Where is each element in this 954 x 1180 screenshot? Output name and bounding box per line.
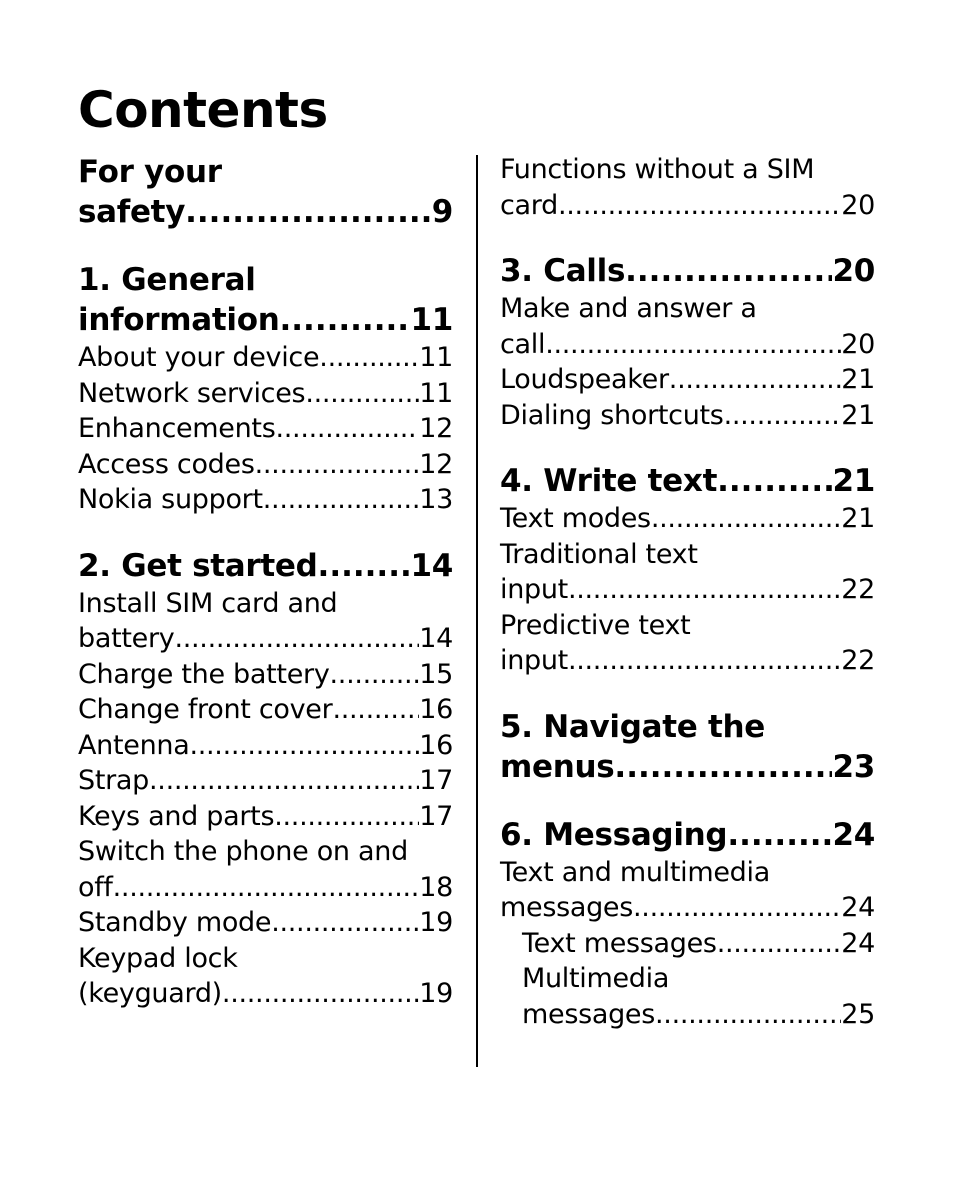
column-divider <box>476 155 478 1067</box>
toc-section-calls <box>500 251 875 433</box>
toc-page-number: 13 <box>419 484 453 515</box>
leader-dots <box>275 411 419 447</box>
toc-subitem-multimedia-messages[interactable] <box>500 961 875 1032</box>
toc-left-column <box>78 152 453 1040</box>
leader-dots <box>149 763 419 799</box>
leader-dots <box>724 398 842 434</box>
toc-entry-label: (keyguard) <box>78 978 222 1009</box>
toc-chapter-get-started[interactable] <box>78 546 453 586</box>
toc-page-number: 17 <box>419 765 453 796</box>
toc-entry-line1: Predictive text <box>500 609 691 641</box>
toc-item-keypad-lock[interactable] <box>78 941 453 1012</box>
toc-page-number: 21 <box>841 503 875 534</box>
leader-dots <box>717 926 842 962</box>
toc-item-keys-and-parts[interactable] <box>78 799 453 835</box>
toc-page-number: 16 <box>419 729 453 761</box>
toc-entry-label: battery <box>78 623 175 654</box>
toc-page-number: 19 <box>419 978 453 1009</box>
toc-item-enhancements[interactable] <box>78 411 453 447</box>
toc-item-functions-without-sim[interactable] <box>500 152 875 223</box>
toc-page-number: 21 <box>832 463 875 499</box>
toc-page-number: 24 <box>832 816 875 853</box>
toc-entry-line1: Make and answer a <box>500 293 757 324</box>
toc-section-messaging <box>500 815 875 1033</box>
leader-dots <box>625 251 832 291</box>
toc-entry-label: Text messages <box>522 927 717 959</box>
toc-page-number: 17 <box>419 800 453 832</box>
toc-item-text-modes[interactable] <box>500 501 875 537</box>
toc-entry-line1: Multimedia <box>522 963 670 994</box>
leader-dots <box>568 572 841 608</box>
toc-item-nokia-support[interactable] <box>78 482 453 518</box>
toc-item-text-multimedia-messages[interactable] <box>500 855 875 926</box>
toc-page-number: 23 <box>832 748 875 785</box>
leader-dots <box>274 799 419 835</box>
toc-subitem-text-messages[interactable] <box>500 926 875 962</box>
toc-entry-line1: Keypad lock <box>78 942 238 974</box>
toc-page-number: 22 <box>841 645 875 676</box>
toc-chapter-general-information[interactable] <box>78 260 453 340</box>
toc-page-number: 25 <box>841 998 875 1030</box>
toc-chapter-write-text[interactable] <box>500 461 875 501</box>
toc-entry-label: menus <box>500 748 615 785</box>
toc-page-number: 11 <box>419 377 453 409</box>
toc-item-dialing-shortcuts[interactable] <box>500 398 875 434</box>
leader-dots <box>651 501 841 537</box>
leader-dots <box>222 976 419 1012</box>
toc-entry-label: information <box>78 302 280 338</box>
toc-entry-line1: Switch the phone on and <box>78 836 408 867</box>
toc-section-get-started-cont <box>500 152 875 223</box>
toc-item-about-your-device[interactable] <box>78 340 453 376</box>
toc-entry-label: Text modes <box>500 503 651 534</box>
toc-entry-line1: 1. General <box>78 262 256 298</box>
toc-page-number: 16 <box>419 694 453 725</box>
leader-dots <box>305 376 419 412</box>
leader-dots <box>633 890 841 926</box>
toc-entry-label: 3. Calls <box>500 253 626 289</box>
leader-dots <box>271 905 419 941</box>
toc-entry-label: Change front cover <box>78 694 333 725</box>
toc-chapter-navigate-menus[interactable] <box>500 707 875 787</box>
toc-entry-line1: Text and multimedia <box>500 856 770 888</box>
toc-page-number: 12 <box>419 448 453 480</box>
toc-entry-label: 4. Write text <box>500 463 718 499</box>
toc-entry-label: card <box>500 189 558 221</box>
toc-item-traditional-text-input[interactable] <box>500 537 875 608</box>
toc-entry-label: input <box>500 574 568 605</box>
leader-dots <box>727 815 832 855</box>
toc-entry-line1: Traditional text <box>500 538 698 570</box>
toc-page-number: 11 <box>410 302 453 338</box>
toc-item-access-codes[interactable] <box>78 447 453 483</box>
toc-chapter-safety[interactable] <box>78 152 453 232</box>
leader-dots <box>319 340 419 376</box>
toc-entry-label: safety <box>78 194 186 230</box>
toc-page-number: 11 <box>419 342 453 373</box>
toc-entry-label: messages <box>522 998 656 1030</box>
toc-item-standby-mode[interactable] <box>78 905 453 941</box>
toc-page-number: 19 <box>419 907 453 938</box>
leader-dots <box>558 188 841 224</box>
leader-dots <box>568 643 841 679</box>
toc-item-loudspeaker[interactable] <box>500 362 875 398</box>
toc-item-make-answer-call[interactable] <box>500 291 875 362</box>
toc-section-write-text <box>500 461 875 679</box>
toc-entry-label: Nokia support <box>78 484 263 515</box>
toc-entry-label: messages <box>500 892 634 923</box>
leader-dots <box>113 870 420 906</box>
toc-entry-label: Network services <box>78 377 306 409</box>
toc-entry-line1: Functions without a SIM <box>500 154 815 185</box>
toc-chapter-calls[interactable] <box>500 251 875 291</box>
toc-right-column <box>500 152 875 1060</box>
toc-section-get-started <box>78 546 453 1012</box>
toc-entry-label: Strap <box>78 765 150 796</box>
leader-dots <box>174 621 419 657</box>
toc-entry-label: Loudspeaker <box>500 364 669 395</box>
toc-page-number: 12 <box>419 413 453 444</box>
toc-entry-label: About your device <box>78 342 320 373</box>
leader-dots <box>263 482 419 518</box>
toc-page-number: 21 <box>841 399 875 431</box>
toc-page-number: 20 <box>841 189 875 221</box>
toc-entry-line1: Install SIM card and <box>78 587 338 619</box>
leader-dots <box>717 461 832 501</box>
leader-dots <box>280 300 411 340</box>
leader-dots <box>614 747 832 787</box>
toc-entry-label: call <box>500 328 546 360</box>
toc-item-strap[interactable] <box>78 763 453 799</box>
toc-entry-label: Standby mode <box>78 907 272 938</box>
toc-page-number: 14 <box>419 623 453 654</box>
toc-entry-label: off <box>78 871 113 903</box>
toc-entry-label: Charge the battery <box>78 658 330 690</box>
toc-page-number: 24 <box>841 892 875 923</box>
leader-dots <box>332 692 419 728</box>
toc-chapter-messaging[interactable] <box>500 815 875 855</box>
toc-entry-label: Enhancements <box>78 413 276 444</box>
toc-page-number: 22 <box>841 574 875 605</box>
toc-page-number: 20 <box>841 328 875 360</box>
toc-entry-label: input <box>500 645 568 676</box>
toc-item-network-services[interactable] <box>78 376 453 412</box>
toc-item-install-sim[interactable] <box>78 586 453 657</box>
toc-page-number: 24 <box>841 927 875 959</box>
leader-dots <box>545 327 841 363</box>
toc-item-charge-battery[interactable] <box>78 657 453 693</box>
toc-entry-label: 2. Get started <box>78 547 318 584</box>
toc-entry-label: 6. Messaging <box>500 816 728 853</box>
toc-entry-label: Dialing shortcuts <box>500 399 724 431</box>
toc-entry-line1: For your <box>78 154 222 190</box>
toc-entry-label: Antenna <box>78 729 190 761</box>
leader-dots <box>255 447 420 483</box>
toc-section-navigate-menus <box>500 707 875 787</box>
toc-page-number: 14 <box>410 547 453 584</box>
leader-dots <box>330 657 420 693</box>
page-title: Contents <box>78 81 328 139</box>
toc-entry-line1: 5. Navigate the <box>500 708 765 745</box>
toc-entry-label: Access codes <box>78 448 255 480</box>
toc-item-switch-phone[interactable] <box>78 834 453 905</box>
toc-page-number: 21 <box>841 364 875 395</box>
leader-dots <box>669 362 841 398</box>
leader-dots <box>655 997 841 1033</box>
toc-section-general-information <box>78 260 453 518</box>
toc-page-number: 15 <box>419 658 453 690</box>
toc-entry-label: Keys and parts <box>78 800 275 832</box>
toc-item-predictive-text-input[interactable] <box>500 608 875 679</box>
toc-page-number: 9 <box>431 194 453 230</box>
toc-item-antenna[interactable] <box>78 728 453 764</box>
toc-page-number: 18 <box>419 871 453 903</box>
leader-dots <box>185 192 432 232</box>
leader-dots <box>318 546 411 586</box>
toc-section-safety <box>78 152 453 232</box>
toc-page-number: 20 <box>832 253 875 289</box>
leader-dots <box>189 728 419 764</box>
toc-item-change-front-cover[interactable] <box>78 692 453 728</box>
